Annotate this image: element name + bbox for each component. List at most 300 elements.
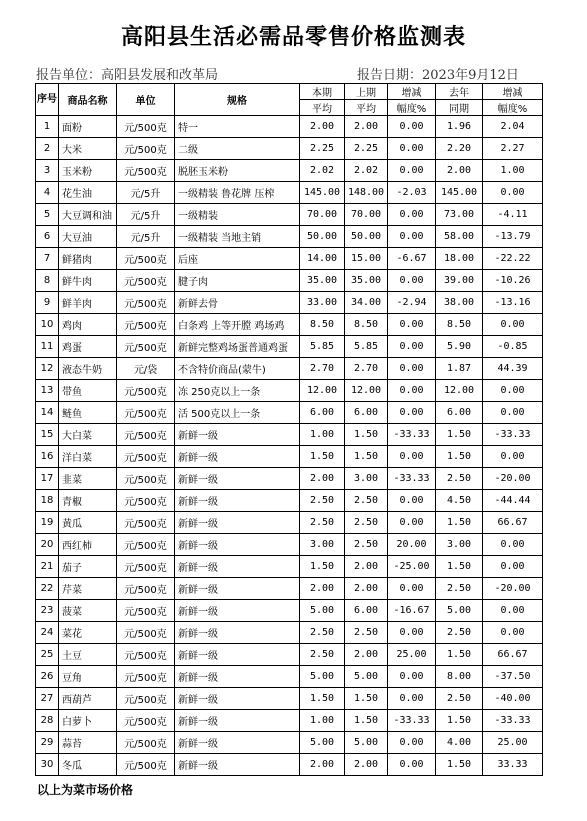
row-number-cell: 3 [36, 160, 59, 182]
page-title: 高阳县生活必需品零售价格监测表 [120, 25, 466, 50]
change-pct-cell: 0.00 [388, 358, 436, 380]
last-year-price-cell: 6.00 [436, 402, 483, 424]
row-number-cell: 9 [36, 292, 59, 314]
yoy-pct-cell: -20.00 [483, 578, 543, 600]
product-name-cell: 大豆油 [59, 226, 117, 248]
table-row [36, 336, 543, 358]
row-number-cell: 6 [36, 226, 59, 248]
current-price-cell: 1.50 [300, 446, 345, 468]
spec-cell: 新鲜一级 [175, 512, 300, 534]
current-price-cell: 14.00 [300, 248, 345, 270]
previous-price-cell: 5.85 [345, 336, 388, 358]
table-row [36, 732, 543, 754]
previous-price-cell: 2.00 [345, 116, 388, 138]
spec-cell: 一级精装 当地主销 [175, 226, 300, 248]
previous-price-cell: 1.50 [345, 710, 388, 732]
current-price-cell: 35.00 [300, 270, 345, 292]
current-price-cell: 2.50 [300, 490, 345, 512]
current-price-cell: 2.70 [300, 358, 345, 380]
previous-price-cell: 70.00 [345, 204, 388, 226]
yoy-pct-cell: 0.00 [483, 446, 543, 468]
unit-cell: 元/500克 [117, 490, 175, 512]
yoy-pct-cell: -33.33 [483, 710, 543, 732]
last-year-price-cell: 8.50 [436, 314, 483, 336]
row-number-cell: 4 [36, 182, 59, 204]
table-row [36, 182, 543, 204]
spec-cell: 活 500克以上一条 [175, 402, 300, 424]
spec-cell: 一级精装 鲁花牌 压榨 [175, 182, 300, 204]
previous-price-cell: 5.00 [345, 732, 388, 754]
report-unit: 报告单位：高阳县发展和改革局 [36, 68, 219, 83]
previous-price-cell: 1.50 [345, 446, 388, 468]
header-unit: 单位 [117, 84, 175, 116]
change-pct-cell: -33.33 [388, 424, 436, 446]
current-price-cell: 2.00 [300, 116, 345, 138]
row-number-cell: 13 [36, 380, 59, 402]
current-price-cell: 2.50 [300, 622, 345, 644]
current-price-cell: 33.00 [300, 292, 345, 314]
previous-price-cell: 15.00 [345, 248, 388, 270]
yoy-pct-cell: -13.16 [483, 292, 543, 314]
last-year-price-cell: 2.50 [436, 622, 483, 644]
table-row [36, 116, 543, 138]
yoy-pct-cell: -4.11 [483, 204, 543, 226]
change-pct-cell: 0.00 [388, 336, 436, 358]
current-price-cell: 1.50 [300, 556, 345, 578]
row-number-cell: 8 [36, 270, 59, 292]
change-pct-cell: -16.67 [388, 600, 436, 622]
change-pct-cell: -6.67 [388, 248, 436, 270]
yoy-pct-cell: -37.50 [483, 666, 543, 688]
change-pct-cell: 0.00 [388, 116, 436, 138]
row-number-cell: 23 [36, 600, 59, 622]
unit-cell: 元/500克 [117, 556, 175, 578]
unit-cell: 元/500克 [117, 248, 175, 270]
row-number-cell: 14 [36, 402, 59, 424]
previous-price-cell: 2.00 [345, 556, 388, 578]
unit-cell: 元/500克 [117, 578, 175, 600]
spec-cell: 特一 [175, 116, 300, 138]
unit-cell: 元/500克 [117, 314, 175, 336]
row-number-cell: 30 [36, 754, 59, 776]
yoy-pct-cell: 66.67 [483, 512, 543, 534]
last-year-price-cell: 1.50 [436, 424, 483, 446]
change-pct-cell: 0.00 [388, 622, 436, 644]
table-row [36, 270, 543, 292]
table-row [36, 622, 543, 644]
change-pct-cell: 0.00 [388, 578, 436, 600]
last-year-price-cell: 2.00 [436, 160, 483, 182]
last-year-price-cell: 2.20 [436, 138, 483, 160]
header-yoy: 增减 [483, 84, 543, 100]
yoy-pct-cell: -13.79 [483, 226, 543, 248]
yoy-pct-cell: -22.22 [483, 248, 543, 270]
previous-price-cell: 2.70 [345, 358, 388, 380]
spec-cell: 新鲜一级 [175, 446, 300, 468]
header-change-pct: 幅度% [388, 100, 436, 116]
unit-cell: 元/5升 [117, 182, 175, 204]
spec-cell: 新鲜一级 [175, 732, 300, 754]
header-yoy-pct: 幅度% [483, 100, 543, 116]
current-price-cell: 1.50 [300, 688, 345, 710]
change-pct-cell: 0.00 [388, 490, 436, 512]
unit-cell: 元/500克 [117, 754, 175, 776]
table-row [36, 556, 543, 578]
yoy-pct-cell: 0.00 [483, 600, 543, 622]
change-pct-cell: 0.00 [388, 160, 436, 182]
change-pct-cell: 0.00 [388, 446, 436, 468]
yoy-pct-cell: 66.67 [483, 644, 543, 666]
product-name-cell: 青椒 [59, 490, 117, 512]
last-year-price-cell: 2.50 [436, 688, 483, 710]
change-pct-cell: 0.00 [388, 314, 436, 336]
change-pct-cell: 20.00 [388, 534, 436, 556]
table-row [36, 644, 543, 666]
change-pct-cell: -33.33 [388, 710, 436, 732]
table-row [36, 666, 543, 688]
previous-price-cell: 2.02 [345, 160, 388, 182]
header-seq: 序号 [36, 84, 59, 116]
yoy-pct-cell: -10.26 [483, 270, 543, 292]
product-name-cell: 鸡蛋 [59, 336, 117, 358]
table-row [36, 160, 543, 182]
change-pct-cell: -33.33 [388, 468, 436, 490]
last-year-price-cell: 145.00 [436, 182, 483, 204]
spec-cell: 新鲜一级 [175, 534, 300, 556]
table-row [36, 688, 543, 710]
header-last-year-same: 同期 [436, 100, 483, 116]
spec-cell: 新鲜一级 [175, 600, 300, 622]
table-row [36, 578, 543, 600]
last-year-price-cell: 39.00 [436, 270, 483, 292]
current-price-cell: 5.00 [300, 600, 345, 622]
footer-note: 以上为菜市场价格 [37, 783, 134, 797]
current-price-cell: 2.00 [300, 754, 345, 776]
row-number-cell: 2 [36, 138, 59, 160]
last-year-price-cell: 1.50 [436, 556, 483, 578]
unit-cell: 元/500克 [117, 468, 175, 490]
last-year-price-cell: 1.50 [436, 710, 483, 732]
row-number-cell: 1 [36, 116, 59, 138]
current-price-cell: 1.00 [300, 710, 345, 732]
current-price-cell: 70.00 [300, 204, 345, 226]
previous-price-cell: 2.50 [345, 490, 388, 512]
product-name-cell: 菠菜 [59, 600, 117, 622]
yoy-pct-cell: 0.00 [483, 314, 543, 336]
unit-cell: 元/500克 [117, 534, 175, 556]
product-name-cell: 洋白菜 [59, 446, 117, 468]
previous-price-cell: 50.00 [345, 226, 388, 248]
header-last-period-avg: 平均 [345, 100, 388, 116]
unit-cell: 元/500克 [117, 732, 175, 754]
unit-cell: 元/5升 [117, 204, 175, 226]
row-number-cell: 12 [36, 358, 59, 380]
product-name-cell: 西葫芦 [59, 688, 117, 710]
previous-price-cell: 2.50 [345, 512, 388, 534]
previous-price-cell: 1.50 [345, 688, 388, 710]
current-price-cell: 2.50 [300, 512, 345, 534]
yoy-pct-cell: 0.00 [483, 556, 543, 578]
header-last-period: 上期 [345, 84, 388, 100]
previous-price-cell: 3.00 [345, 468, 388, 490]
last-year-price-cell: 1.50 [436, 512, 483, 534]
product-name-cell: 芹菜 [59, 578, 117, 600]
row-number-cell: 25 [36, 644, 59, 666]
spec-cell: 一级精装 [175, 204, 300, 226]
spec-cell: 新鲜完整鸡场蛋普通鸡蛋 [175, 336, 300, 358]
row-number-cell: 17 [36, 468, 59, 490]
table-row [36, 380, 543, 402]
unit-cell: 元/500克 [117, 402, 175, 424]
spec-cell: 新鲜一级 [175, 578, 300, 600]
spec-cell: 新鲜一级 [175, 622, 300, 644]
spec-cell: 新鲜一级 [175, 688, 300, 710]
change-pct-cell: 0.00 [388, 270, 436, 292]
row-number-cell: 21 [36, 556, 59, 578]
spec-cell: 新鲜一级 [175, 666, 300, 688]
product-name-cell: 西红柿 [59, 534, 117, 556]
product-name-cell: 鲜牛肉 [59, 270, 117, 292]
row-number-cell: 16 [36, 446, 59, 468]
last-year-price-cell: 58.00 [436, 226, 483, 248]
product-name-cell: 豆角 [59, 666, 117, 688]
previous-price-cell: 2.25 [345, 138, 388, 160]
previous-price-cell: 6.00 [345, 402, 388, 424]
current-price-cell: 50.00 [300, 226, 345, 248]
yoy-pct-cell: -44.44 [483, 490, 543, 512]
row-number-cell: 29 [36, 732, 59, 754]
previous-price-cell: 1.50 [345, 424, 388, 446]
row-number-cell: 27 [36, 688, 59, 710]
previous-price-cell: 35.00 [345, 270, 388, 292]
spec-cell: 新鲜一级 [175, 754, 300, 776]
spec-cell: 新鲜一级 [175, 556, 300, 578]
change-pct-cell: 0.00 [388, 666, 436, 688]
table-row [36, 226, 543, 248]
current-price-cell: 2.00 [300, 578, 345, 600]
spec-cell: 后座 [175, 248, 300, 270]
unit-cell: 元/500克 [117, 380, 175, 402]
current-price-cell: 3.00 [300, 534, 345, 556]
last-year-price-cell: 8.00 [436, 666, 483, 688]
table-row [36, 204, 543, 226]
change-pct-cell: 25.00 [388, 644, 436, 666]
last-year-price-cell: 3.00 [436, 534, 483, 556]
unit-cell: 元/500克 [117, 446, 175, 468]
product-name-cell: 鲜羊肉 [59, 292, 117, 314]
current-price-cell: 2.25 [300, 138, 345, 160]
product-name-cell: 鲜猪肉 [59, 248, 117, 270]
previous-price-cell: 2.50 [345, 622, 388, 644]
last-year-price-cell: 5.00 [436, 600, 483, 622]
last-year-price-cell: 1.50 [436, 644, 483, 666]
yoy-pct-cell: 0.00 [483, 380, 543, 402]
last-year-price-cell: 2.50 [436, 578, 483, 600]
spec-cell: 脱胚玉米粉 [175, 160, 300, 182]
change-pct-cell: -25.00 [388, 556, 436, 578]
product-name-cell: 黄瓜 [59, 512, 117, 534]
table-row [36, 600, 543, 622]
yoy-pct-cell: 25.00 [483, 732, 543, 754]
last-year-price-cell: 1.87 [436, 358, 483, 380]
yoy-pct-cell: 0.00 [483, 534, 543, 556]
row-number-cell: 10 [36, 314, 59, 336]
table-row [36, 754, 543, 776]
yoy-pct-cell: -0.85 [483, 336, 543, 358]
yoy-pct-cell: 2.04 [483, 116, 543, 138]
unit-cell: 元/500克 [117, 138, 175, 160]
table-row [36, 710, 543, 732]
product-name-cell: 液态牛奶 [59, 358, 117, 380]
previous-price-cell: 8.50 [345, 314, 388, 336]
last-year-price-cell: 38.00 [436, 292, 483, 314]
unit-cell: 元/500克 [117, 666, 175, 688]
previous-price-cell: 2.00 [345, 578, 388, 600]
change-pct-cell: 0.00 [388, 226, 436, 248]
row-number-cell: 5 [36, 204, 59, 226]
unit-cell: 元/500克 [117, 688, 175, 710]
header-row-top [36, 84, 543, 100]
unit-cell: 元/500克 [117, 270, 175, 292]
row-number-cell: 26 [36, 666, 59, 688]
product-name-cell: 大米 [59, 138, 117, 160]
product-name-cell: 大豆调和油 [59, 204, 117, 226]
table-row [36, 248, 543, 270]
previous-price-cell: 2.00 [345, 644, 388, 666]
product-name-cell: 大白菜 [59, 424, 117, 446]
product-name-cell: 韭菜 [59, 468, 117, 490]
yoy-pct-cell: 2.27 [483, 138, 543, 160]
current-price-cell: 2.50 [300, 644, 345, 666]
table-row [36, 424, 543, 446]
unit-cell: 元/500克 [117, 710, 175, 732]
unit-cell: 元/500克 [117, 644, 175, 666]
spec-cell: 冻 250克以上一条 [175, 380, 300, 402]
change-pct-cell: 0.00 [388, 754, 436, 776]
row-number-cell: 24 [36, 622, 59, 644]
spec-cell: 新鲜一级 [175, 490, 300, 512]
product-name-cell: 带鱼 [59, 380, 117, 402]
change-pct-cell: 0.00 [388, 380, 436, 402]
last-year-price-cell: 1.50 [436, 446, 483, 468]
yoy-pct-cell: -33.33 [483, 424, 543, 446]
table-row [36, 358, 543, 380]
yoy-pct-cell: 33.33 [483, 754, 543, 776]
previous-price-cell: 148.00 [345, 182, 388, 204]
row-number-cell: 19 [36, 512, 59, 534]
unit-cell: 元/500克 [117, 336, 175, 358]
unit-cell: 元/袋 [117, 358, 175, 380]
current-price-cell: 5.00 [300, 666, 345, 688]
change-pct-cell: 0.00 [388, 138, 436, 160]
table-row [36, 490, 543, 512]
previous-price-cell: 34.00 [345, 292, 388, 314]
previous-price-cell: 2.00 [345, 754, 388, 776]
current-price-cell: 8.50 [300, 314, 345, 336]
report-date: 报告日期：2023年9月12日 [357, 68, 519, 83]
change-pct-cell: -2.03 [388, 182, 436, 204]
table-row [36, 446, 543, 468]
unit-cell: 元/500克 [117, 622, 175, 644]
yoy-pct-cell: -20.00 [483, 468, 543, 490]
last-year-price-cell: 4.50 [436, 490, 483, 512]
product-name-cell: 菜花 [59, 622, 117, 644]
table-row [36, 468, 543, 490]
price-table [35, 83, 543, 776]
last-year-price-cell: 73.00 [436, 204, 483, 226]
yoy-pct-cell: 1.00 [483, 160, 543, 182]
last-year-price-cell: 5.90 [436, 336, 483, 358]
spec-cell: 腱子肉 [175, 270, 300, 292]
unit-cell: 元/500克 [117, 424, 175, 446]
previous-price-cell: 6.00 [345, 600, 388, 622]
unit-cell: 元/500克 [117, 160, 175, 182]
product-name-cell: 茄子 [59, 556, 117, 578]
product-name-cell: 白萝卜 [59, 710, 117, 732]
product-name-cell: 鲢鱼 [59, 402, 117, 424]
last-year-price-cell: 12.00 [436, 380, 483, 402]
spec-cell: 新鲜一级 [175, 468, 300, 490]
unit-cell: 元/500克 [117, 600, 175, 622]
yoy-pct-cell: -40.00 [483, 688, 543, 710]
table-row [36, 512, 543, 534]
header-last-year: 去年 [436, 84, 483, 100]
yoy-pct-cell: 44.39 [483, 358, 543, 380]
product-name-cell: 玉米粉 [59, 160, 117, 182]
product-name-cell: 冬瓜 [59, 754, 117, 776]
header-this-period-avg: 平均 [300, 100, 345, 116]
current-price-cell: 2.02 [300, 160, 345, 182]
table-row [36, 314, 543, 336]
current-price-cell: 145.00 [300, 182, 345, 204]
previous-price-cell: 5.00 [345, 666, 388, 688]
product-name-cell: 土豆 [59, 644, 117, 666]
spec-cell: 新鲜一级 [175, 644, 300, 666]
yoy-pct-cell: 0.00 [483, 402, 543, 424]
table-row [36, 534, 543, 556]
spec-cell: 新鲜去骨 [175, 292, 300, 314]
spec-cell: 不含特价商品(蒙牛) [175, 358, 300, 380]
last-year-price-cell: 18.00 [436, 248, 483, 270]
last-year-price-cell: 4.00 [436, 732, 483, 754]
table-row [36, 138, 543, 160]
row-number-cell: 28 [36, 710, 59, 732]
product-name-cell: 蒜苔 [59, 732, 117, 754]
current-price-cell: 2.00 [300, 468, 345, 490]
header-spec: 规格 [175, 84, 300, 116]
spec-cell: 二级 [175, 138, 300, 160]
table-row [36, 402, 543, 424]
spec-cell: 白条鸡 上等开膛 鸡场鸡 [175, 314, 300, 336]
product-name-cell: 鸡肉 [59, 314, 117, 336]
current-price-cell: 5.00 [300, 732, 345, 754]
last-year-price-cell: 2.50 [436, 468, 483, 490]
spec-cell: 新鲜一级 [175, 710, 300, 732]
last-year-price-cell: 1.96 [436, 116, 483, 138]
change-pct-cell: -2.94 [388, 292, 436, 314]
spec-cell: 新鲜一级 [175, 424, 300, 446]
current-price-cell: 5.85 [300, 336, 345, 358]
change-pct-cell: 0.00 [388, 512, 436, 534]
unit-cell: 元/500克 [117, 292, 175, 314]
change-pct-cell: 0.00 [388, 688, 436, 710]
product-name-cell: 面粉 [59, 116, 117, 138]
last-year-price-cell: 1.50 [436, 754, 483, 776]
row-number-cell: 7 [36, 248, 59, 270]
row-number-cell: 15 [36, 424, 59, 446]
previous-price-cell: 2.50 [345, 534, 388, 556]
header-change: 增减 [388, 84, 436, 100]
